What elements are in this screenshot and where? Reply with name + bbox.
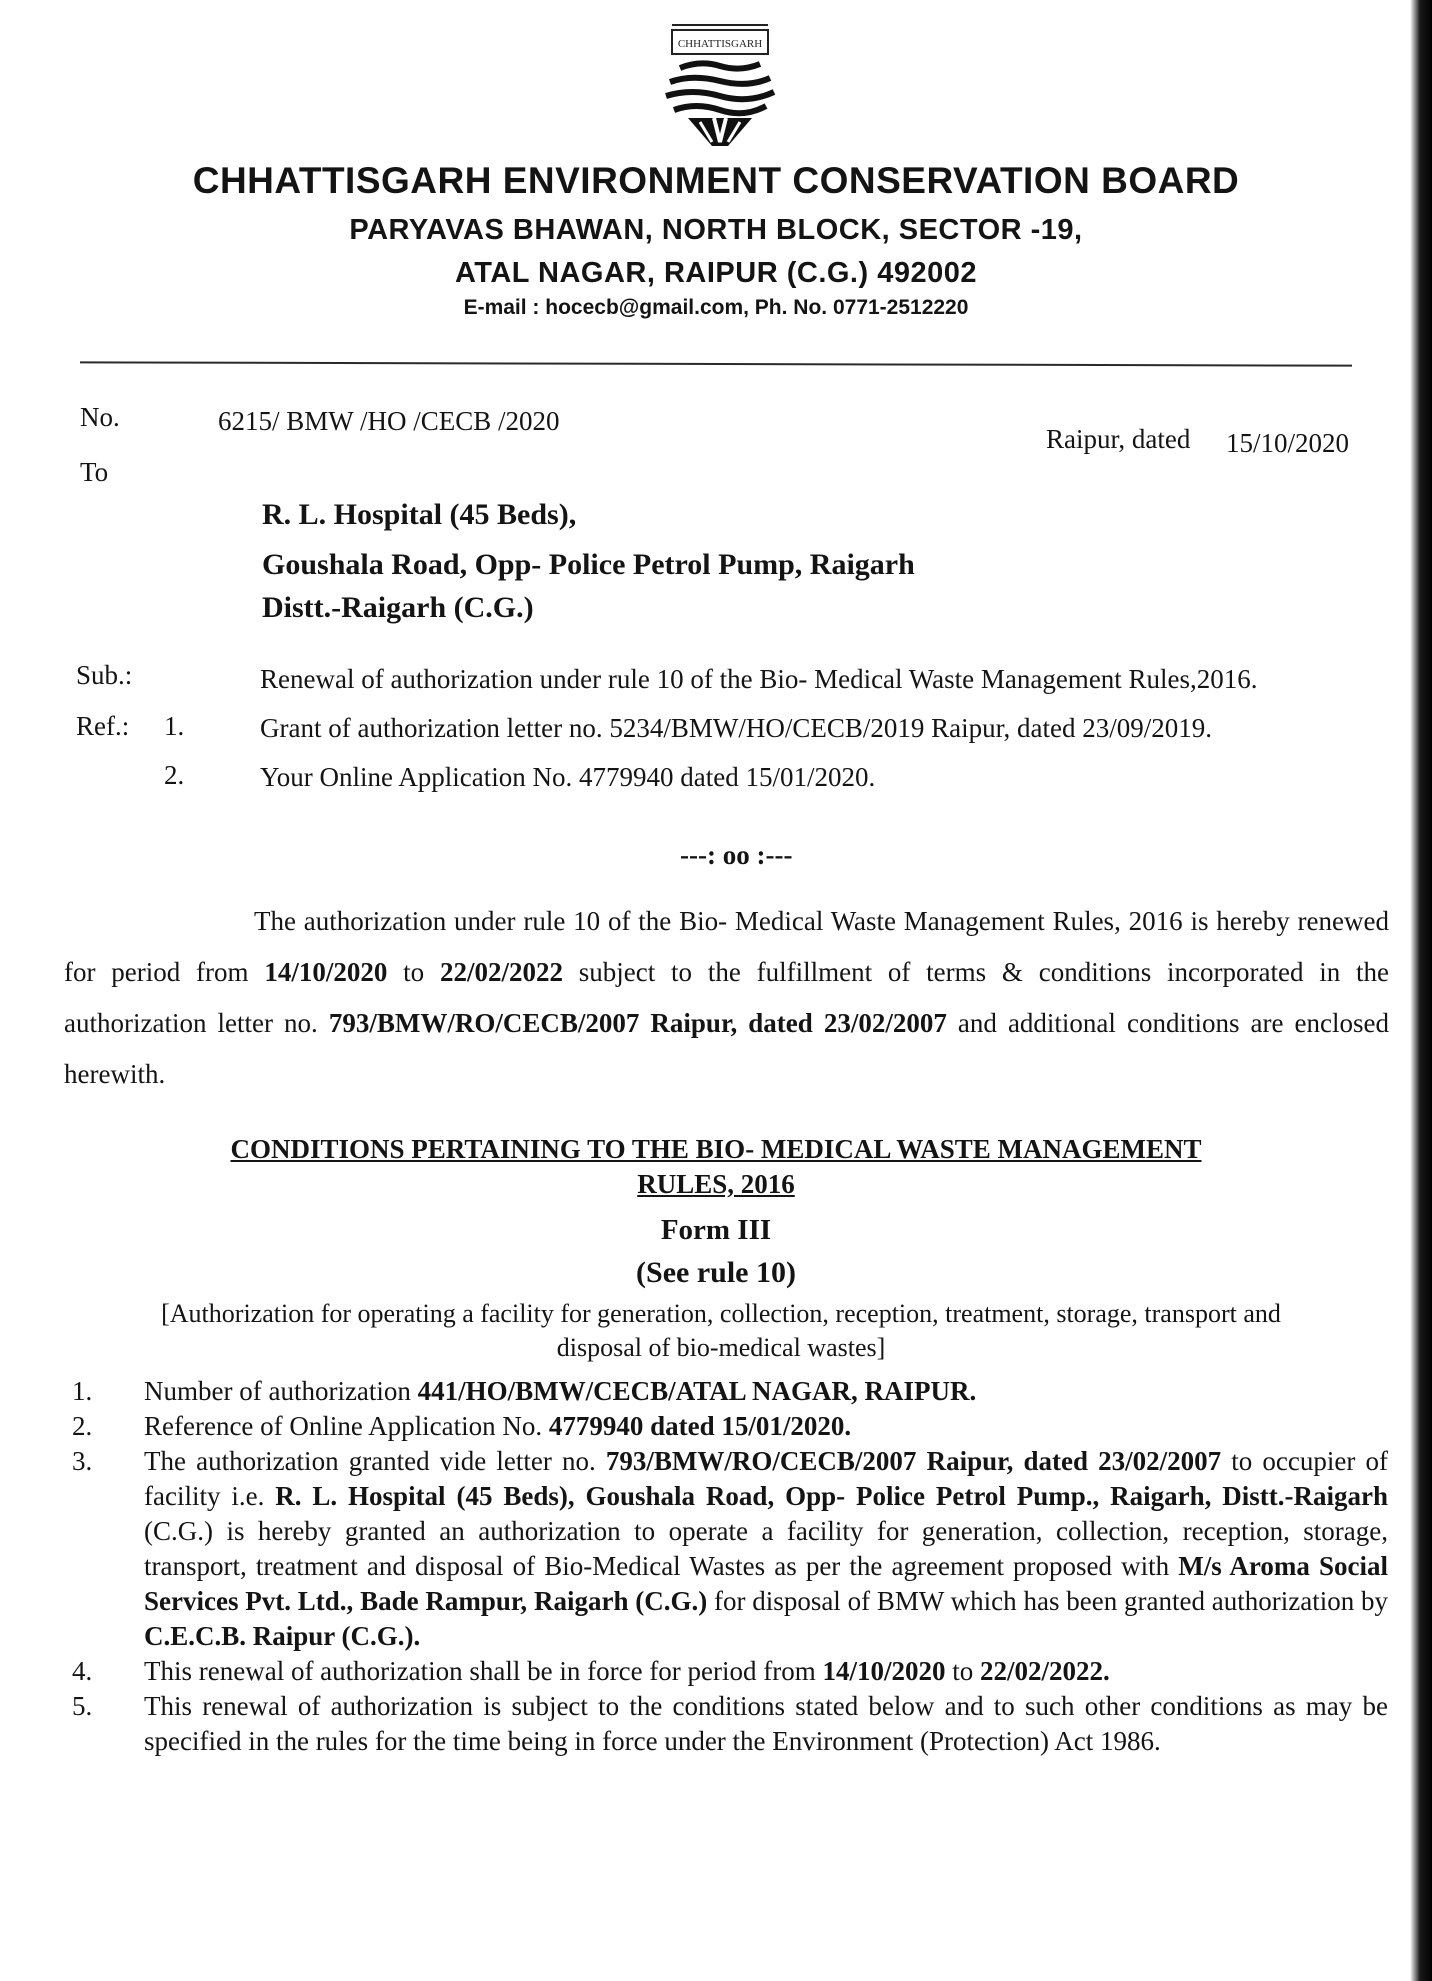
ref-2-number: 2. — [164, 760, 185, 790]
letter-no-value: 6215/ BMW /HO /CECB /2020 — [218, 406, 560, 436]
list-item — [70, 1374, 1388, 1409]
item-3-text-c: (C.G.) is hereby granted an authorization to operate a facility for generation, collection, reception, storage, transport, treatment and disposal of Bio-Medical Wastes as per the agreement proposed with — [144, 1516, 1388, 1581]
org-name: CHHATTISGARH ENVIRONMENT CONSERVATION BOARD — [192, 160, 1240, 201]
from-date: 14/10/2020 — [264, 957, 388, 987]
application-reference: 4779940 dated 15/01/2020. — [548, 1411, 852, 1441]
bracket-line-2: disposal of bio-medical wastes] — [556, 1333, 886, 1362]
ref-1-text: Grant of authorization letter no. 5234/BMW/HO/CECB/2019 Raipur, dated 23/09/2019. — [260, 713, 1213, 743]
letter-date: 15/10/2020 — [1226, 428, 1350, 458]
item-4-text-b: to — [952, 1656, 974, 1686]
cecb-logo — [652, 18, 788, 148]
item-text: This renewal of authorization is subject to the conditions stated below and to such other conditions as may be specified in the rules for the time being in force under the Environment (Protection) Act 1986. — [144, 1691, 1388, 1756]
address-line-1: PARYAVAS BHAWAN, NORTH BLOCK, SECTOR -19, — [349, 214, 1083, 246]
item-2-label: Reference of Online Application No. — [144, 1411, 543, 1441]
sub-label: Sub.: — [76, 660, 133, 690]
item-4-text-a: This renewal of authorization shall be in force for period from — [144, 1656, 816, 1686]
item-3-letter-ref: 793/BMW/RO/CECB/2007 Raipur, dated 23/02/2007 — [605, 1446, 1222, 1476]
item-number: 2. — [72, 1411, 93, 1441]
item-number: 1. — [72, 1376, 93, 1406]
item-text — [144, 1444, 1388, 1654]
header-divider — [80, 361, 1352, 366]
place-dated: Raipur, dated — [1046, 424, 1191, 454]
letter-no-label: No. — [80, 402, 120, 432]
item-text — [144, 1374, 1388, 1409]
auth-letter-ref: 793/BMW/RO/CECB/2007 Raipur, dated 23/02/2007 — [328, 1008, 947, 1038]
cecb-emblem-icon — [652, 18, 788, 148]
form-title: Form III — [660, 1214, 772, 1246]
recipient-line-2: Goushala Road, Opp- Police Petrol Pump, Raigarh — [262, 548, 915, 581]
ref-2-text: Your Online Application No. 4779940 dated 15/01/2020. — [260, 762, 876, 792]
item-3-text-d: for disposal of BMW which has been granted authorization by — [714, 1586, 1388, 1616]
subject-text: Renewal of authorization under rule 10 of the Bio- Medical Waste Management Rules,2016. — [260, 664, 1258, 694]
form-rule: (See rule 10) — [636, 1256, 796, 1289]
conditions-list — [70, 1374, 1388, 1759]
item-4-to-date: 22/02/2022. — [980, 1656, 1110, 1686]
conditions-title-2: RULES, 2016 — [637, 1169, 795, 1199]
item-4-from-date: 14/10/2020 — [822, 1656, 946, 1686]
list-item — [70, 1654, 1388, 1689]
to-label: To — [80, 457, 109, 487]
item-3-authority: C.E.C.B. Raipur (C.G.). — [144, 1621, 421, 1651]
separator: ---: oo :--- — [680, 840, 793, 870]
item-text — [144, 1654, 1388, 1689]
recipient-line-1: R. L. Hospital (45 Beds), — [262, 498, 577, 531]
item-3-occupier: R. L. Hospital (45 Beds), Goushala Road, Opp- Police Petrol Pump., Raigarh, Distt.-Raigarh — [275, 1481, 1388, 1511]
item-1-label: Number of authorization — [144, 1376, 411, 1406]
item-number: 5. — [72, 1691, 93, 1721]
address-line-2: ATAL NAGAR, RAIPUR (C.G.) 492002 — [455, 257, 977, 289]
body-text-1: The authorization under rule 10 of the Bio- Medical Waste Management Rules, 2016 is hereby renewed for period from — [64, 906, 1389, 987]
body-text-3: subject to the fulfillment of terms & conditions incorporated in the authorization letter no. — [64, 957, 1390, 1038]
contact-line: E-mail : hocecb@gmail.com, Ph. No. 0771-2512220 — [463, 296, 969, 319]
logo-text: CHHATTISGARH — [677, 38, 763, 50]
ref-1-number: 1. — [164, 711, 185, 741]
conditions-title-1: CONDITIONS PERTAINING TO THE BIO- MEDICAL WASTE MANAGEMENT — [230, 1134, 1202, 1164]
item-text — [144, 1409, 1388, 1444]
item-3-agency: M/s Aroma Social Services Pvt. Ltd., Bade Rampur, Raigarh (C.G.) — [144, 1551, 1388, 1616]
item-3-text-b: to occupier of facility i.e. — [144, 1446, 1389, 1511]
to-date: 22/02/2022 — [439, 957, 563, 987]
list-item — [70, 1444, 1388, 1654]
body-text-2: to — [403, 957, 425, 987]
body-text-4: and additional conditions are enclosed herewith. — [64, 1008, 1390, 1089]
list-item — [70, 1689, 1388, 1759]
item-number: 3. — [72, 1446, 93, 1476]
bracket-line-1: [Authorization for operating a facility for generation, collection, reception, treatment, storage, transport and — [161, 1299, 1281, 1328]
body-paragraph — [64, 896, 1389, 1100]
recipient-line-3: Distt.-Raigarh (C.G.) — [262, 591, 534, 624]
authorization-number: 441/HO/BMW/CECB/ATAL NAGAR, RAIPUR. — [417, 1376, 977, 1406]
ref-label: Ref.: — [76, 711, 130, 741]
item-number: 4. — [72, 1656, 93, 1686]
list-item — [70, 1409, 1388, 1444]
item-3-text-a: The authorization granted vide letter no. — [144, 1446, 596, 1476]
